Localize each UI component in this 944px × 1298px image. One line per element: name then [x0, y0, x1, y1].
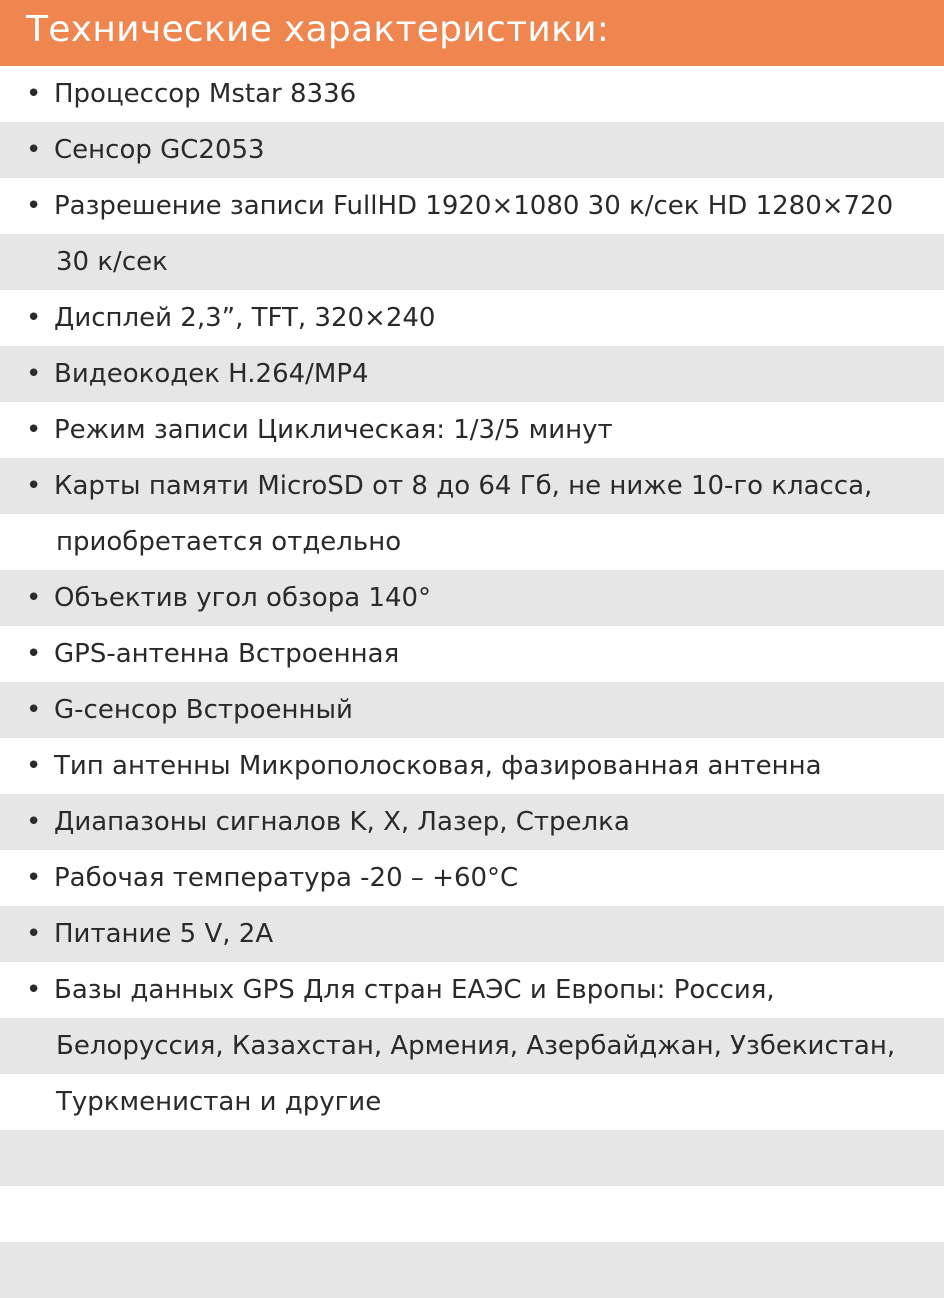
- spec-text: Сенсор GC2053: [54, 135, 265, 165]
- spec-item: [0, 402, 613, 458]
- header-bar: [0, 0, 944, 66]
- spec-text: Белоруссия, Казахстан, Армения, Азербайджан, Узбекистан,: [56, 1031, 896, 1061]
- bullet-icon: •: [26, 415, 42, 445]
- spec-text: Дисплей 2,3”, TFT, 320×240: [54, 303, 436, 333]
- spec-text: Видеокодек H.264/MP4: [54, 359, 369, 389]
- spec-item: [0, 850, 518, 906]
- bullet-icon: •: [26, 79, 42, 109]
- spec-item: [0, 682, 353, 738]
- spec-text: Процессор Mstar 8336: [54, 79, 357, 109]
- bullet-icon: •: [26, 639, 42, 669]
- bullet-icon: •: [26, 695, 42, 725]
- spec-text: Туркменистан и другие: [56, 1087, 382, 1117]
- spec-item-continuation: [0, 234, 168, 290]
- spec-item: [0, 906, 273, 962]
- spec-item: [0, 290, 435, 346]
- spec-text: Рабочая температура -20 – +60°C: [54, 863, 519, 893]
- spec-item: [0, 626, 399, 682]
- bullet-icon: •: [26, 751, 42, 781]
- bullet-icon: •: [26, 975, 42, 1005]
- spec-text: Режим записи Циклическая: 1/3/5 минут: [54, 415, 613, 445]
- spec-item: [0, 346, 369, 402]
- spec-item: [0, 738, 822, 794]
- bullet-icon: •: [26, 303, 42, 333]
- spec-text: Разрешение записи FullHD 1920×1080 30 к/сек HD 1280×720: [54, 191, 894, 221]
- spec-item: [0, 122, 265, 178]
- spec-text: Тип антенны Микрополосковая, фазированная антенна: [54, 751, 822, 781]
- spec-text: GPS-антенна Встроенная: [54, 639, 400, 669]
- spec-item: [0, 178, 893, 234]
- spec-text: Питание 5 V, 2A: [54, 919, 274, 949]
- spec-text: приобретается отдельно: [56, 527, 402, 557]
- spec-text: G-сенсор Встроенный: [54, 695, 353, 725]
- spec-item-continuation: [0, 514, 401, 570]
- bullet-icon: •: [26, 583, 42, 613]
- stripe-row: [0, 1130, 944, 1186]
- stripe-row: [0, 1242, 944, 1298]
- page-title: Технические характеристики:: [26, 9, 610, 50]
- bullet-icon: •: [26, 359, 42, 389]
- bullet-icon: •: [26, 135, 42, 165]
- spec-text: Карты памяти MicroSD от 8 до 64 Гб, не ниже 10-го класса,: [54, 471, 873, 501]
- bullet-icon: •: [26, 191, 42, 221]
- bullet-icon: •: [26, 919, 42, 949]
- spec-text: Объектив угол обзора 140°: [54, 583, 432, 613]
- spec-item: [0, 794, 630, 850]
- spec-item: [0, 962, 775, 1018]
- spec-item: [0, 458, 872, 514]
- spec-item: [0, 570, 431, 626]
- spec-text: 30 к/сек: [56, 247, 168, 277]
- bullet-icon: •: [26, 807, 42, 837]
- bullet-icon: •: [26, 471, 42, 501]
- spec-item-continuation: [0, 1018, 895, 1074]
- bullet-icon: •: [26, 863, 42, 893]
- spec-text: Диапазоны сигналов K, X, Лазер, Стрелка: [54, 807, 630, 837]
- stripe-row: [0, 1186, 944, 1242]
- spec-text: Базы данных GPS Для стран ЕАЭС и Европы: Россия,: [54, 975, 775, 1005]
- spec-item: [0, 66, 356, 122]
- spec-item-continuation: [0, 1074, 381, 1130]
